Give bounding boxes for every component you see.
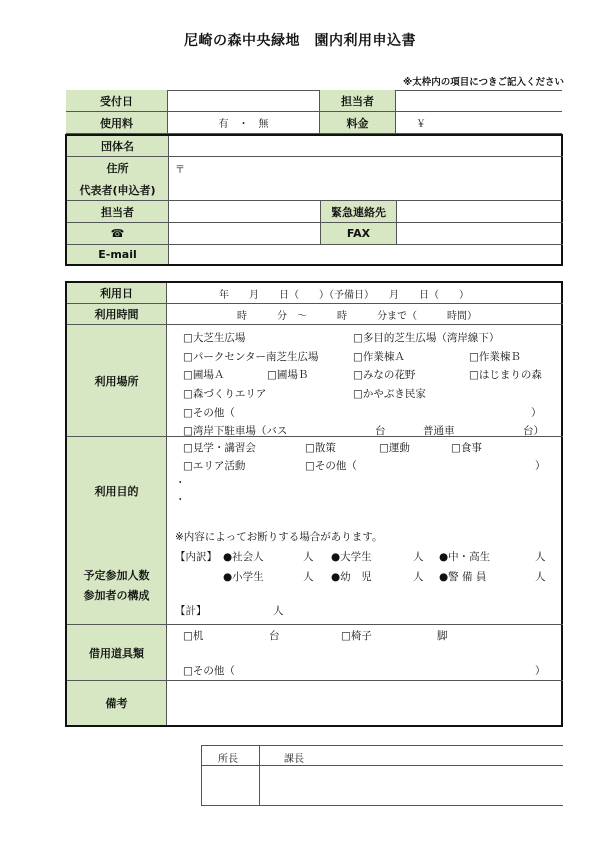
- fee-label: 料金: [320, 112, 396, 134]
- place-label: 利用場所: [67, 325, 167, 437]
- equipment-unit: 脚: [437, 630, 448, 642]
- email-label: E-mail: [67, 245, 169, 264]
- fax-field[interactable]: [397, 223, 563, 245]
- place-option[interactable]: □作業棟Ｂ: [469, 351, 521, 363]
- director-label: 所長: [218, 754, 238, 765]
- staff-label: 担当者: [320, 90, 396, 112]
- group-label: ●社会人: [223, 551, 264, 563]
- postal-mark: 〒: [175, 165, 185, 176]
- group-label: ●中・高生: [439, 551, 491, 563]
- usage-date-label: 利用日: [67, 283, 167, 304]
- group-unit: 人: [413, 571, 424, 583]
- place-unit: 台: [375, 425, 386, 437]
- place-option[interactable]: □はじまりの森: [469, 369, 542, 381]
- purpose-bracket: ）: [535, 460, 546, 472]
- place-bracket: ）: [531, 407, 542, 419]
- address-label: 住所: [106, 161, 129, 175]
- phone-field[interactable]: [169, 223, 321, 245]
- fee-field[interactable]: [396, 112, 562, 134]
- place-unit: 台）: [523, 425, 544, 437]
- equipment-option[interactable]: □その他（: [183, 665, 235, 677]
- equipment-option[interactable]: □机: [183, 630, 204, 642]
- place-option[interactable]: □作業棟Ａ: [353, 351, 405, 363]
- usage-block: [65, 281, 563, 727]
- purpose-bullet: ・: [175, 494, 186, 506]
- equipment-options: [167, 625, 563, 681]
- receipt-date-field[interactable]: [168, 90, 320, 112]
- equipment-bracket: ）: [535, 665, 546, 677]
- remarks-field[interactable]: [167, 681, 563, 725]
- group-name-field[interactable]: [169, 136, 563, 157]
- total-label: 【計】: [175, 605, 207, 617]
- place-option[interactable]: □かやぶき民家: [353, 388, 426, 400]
- group-unit: 人: [535, 551, 546, 563]
- email-field[interactable]: [169, 245, 563, 264]
- group-label: ●警 備 員: [439, 571, 487, 583]
- place-option[interactable]: □圃場Ａ: [183, 369, 225, 381]
- purpose-option[interactable]: □エリア活動: [183, 460, 246, 472]
- usage-fee-value: 有 ・ 無: [218, 119, 269, 130]
- manager-label: 課長: [284, 754, 304, 765]
- usage-date-value: 年 月 日（ ）（予備日） 月 日（ ）: [219, 289, 469, 301]
- place-option[interactable]: 普通車: [423, 425, 455, 437]
- place-option[interactable]: □圃場Ｂ: [267, 369, 309, 381]
- place-option[interactable]: □みなの花野: [353, 369, 416, 381]
- usage-time-label: 利用時間: [67, 304, 167, 325]
- group-unit: 人: [535, 571, 546, 583]
- address-field[interactable]: [169, 157, 563, 201]
- receipt-date-label: 受付日: [66, 90, 168, 112]
- emergency-field[interactable]: [397, 201, 563, 223]
- place-options: [167, 325, 563, 437]
- equipment-label: 借用道具類: [67, 625, 167, 681]
- usage-fee-label: 使用料: [66, 112, 168, 134]
- contact-field[interactable]: [169, 201, 321, 223]
- group-name-label: 団体名: [67, 136, 169, 157]
- group-label: ●幼 児: [331, 571, 372, 583]
- total-unit: 人: [273, 605, 284, 617]
- contact-label: 担当者: [67, 201, 169, 223]
- phone-icon: ☎: [67, 223, 169, 245]
- manager-stamp-field[interactable]: [260, 766, 563, 805]
- remarks-label: 備考: [67, 681, 167, 725]
- place-option[interactable]: □大芝生広場: [183, 332, 246, 344]
- place-option[interactable]: □パークセンター南芝生広場: [183, 351, 319, 363]
- place-option[interactable]: □その他（: [183, 407, 235, 419]
- purpose-option[interactable]: □その他（: [305, 460, 357, 472]
- applicant-block: [65, 134, 563, 266]
- group-unit: 人: [303, 551, 314, 563]
- purpose-option[interactable]: □散策: [305, 442, 336, 454]
- place-option[interactable]: □森づくりエリア: [183, 388, 267, 400]
- representative-label: 代表者(申込者): [79, 183, 156, 197]
- purpose-option[interactable]: □運動: [379, 442, 410, 454]
- group-unit: 人: [413, 551, 424, 563]
- purpose-options: [167, 437, 563, 625]
- fill-note: ※太枠内の項目につきご記入ください: [402, 77, 564, 88]
- refusal-notice: ※内容によってお断りする場合があります。: [175, 531, 383, 543]
- staff-field[interactable]: [396, 90, 562, 112]
- address-label-cell: [67, 157, 169, 201]
- director-stamp-field[interactable]: [202, 766, 259, 805]
- usage-fee-choice[interactable]: [168, 112, 320, 134]
- purpose-label: 利用目的: [94, 485, 139, 498]
- purpose-option[interactable]: □食事: [451, 442, 482, 454]
- purpose-bullet: ・: [175, 477, 186, 489]
- group-label: ●小学生: [223, 571, 264, 583]
- group-unit: 人: [303, 571, 314, 583]
- participants-label: 予定参加人数: [83, 569, 150, 582]
- group-label: ●大学生: [331, 551, 372, 563]
- equipment-unit: 台: [269, 630, 280, 642]
- place-option[interactable]: □湾岸下駐車場（バス: [183, 425, 288, 437]
- place-option[interactable]: □多目的芝生広場（湾岸線下）: [353, 332, 500, 344]
- purpose-option[interactable]: □見学・講習会: [183, 442, 256, 454]
- form-title: 尼崎の森中央緑地 園内利用申込書: [184, 33, 416, 49]
- fax-label: FAX: [321, 223, 397, 245]
- composition-label: 参加者の構成: [83, 589, 150, 602]
- usage-time-field[interactable]: [167, 304, 563, 325]
- usage-time-value: 時 分 ～ 時 分まで（ 時間）: [237, 310, 477, 322]
- breakdown-label: 【内訳】: [175, 551, 217, 563]
- purpose-label-cell: [67, 437, 167, 625]
- usage-date-field[interactable]: [167, 283, 563, 304]
- equipment-option[interactable]: □椅子: [341, 630, 372, 642]
- yen-sign: ￥: [416, 119, 426, 130]
- emergency-label: 緊急連絡先: [321, 201, 397, 223]
